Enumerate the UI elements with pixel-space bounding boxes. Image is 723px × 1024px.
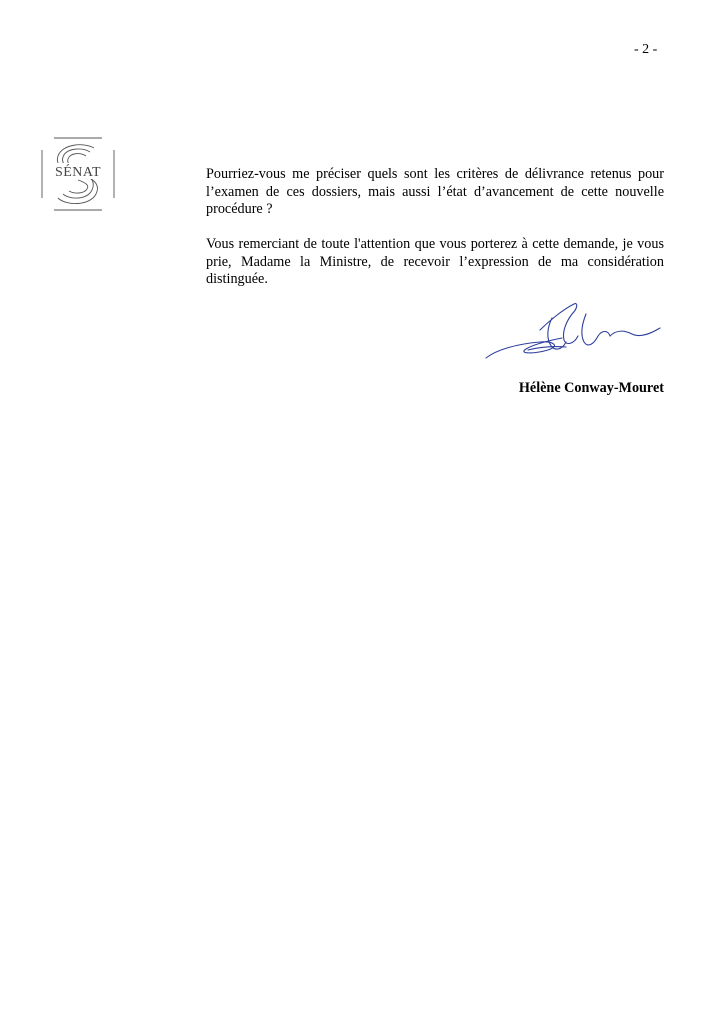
senat-logo — [40, 136, 116, 212]
letter-body — [206, 166, 664, 306]
signatory-name: Hélène Conway-Mouret — [518, 380, 664, 396]
paragraph-criteria-question: Pourriez-vous me préciser quels sont les critères de délivrance retenus pour l’examen de ces dossiers, mais aussi l’état d’avancement de cette nouvelle procédure ? — [206, 166, 664, 217]
logo-text: SÉNAT — [54, 165, 102, 180]
handwritten-signature — [482, 300, 666, 364]
paragraph-closing-formula: Vous remerciant de toute l'attention que vous porterez à cette demande, je vous prie, Madame la Ministre, de recevoir l’expression de ma considération distinguée. — [206, 236, 664, 287]
page-number: - 2 - — [634, 42, 658, 57]
